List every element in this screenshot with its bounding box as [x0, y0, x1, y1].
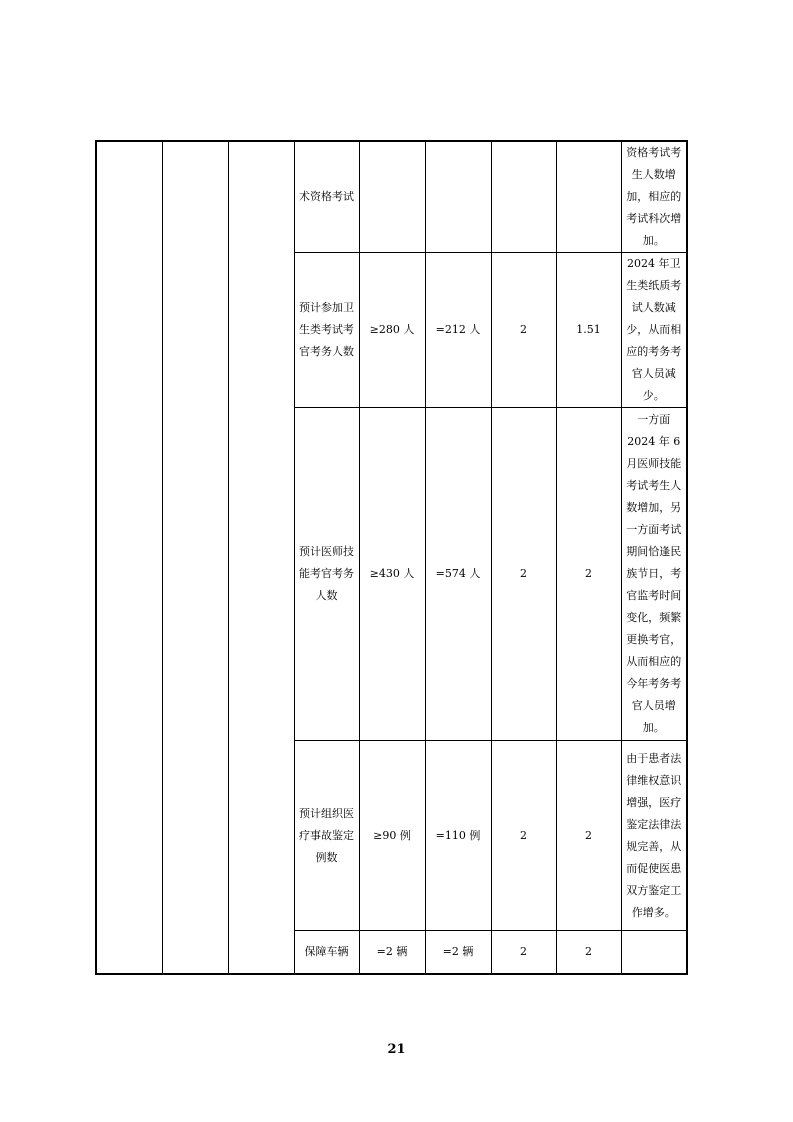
table-row — [96, 141, 687, 253]
weight-cell: 2 — [491, 741, 556, 931]
score-cell: 2 — [556, 741, 621, 931]
actual-cell: =110 例 — [425, 741, 491, 931]
score-cell — [556, 141, 621, 253]
merged-level3-cell — [228, 141, 294, 974]
target-cell — [359, 141, 425, 253]
actual-cell: =212 人 — [425, 253, 491, 408]
actual-cell: =574 人 — [425, 408, 491, 741]
score-cell: 2 — [556, 931, 621, 974]
reason-cell: 一方面 2024 年 6 月医师技能考试考生人数增加，另一方面考试期间恰逢民族节日，考官监考时间变化，频繁更换考官，从而相应的今年考务考官人员增加。 — [621, 408, 687, 741]
merged-level1-cell — [96, 141, 162, 974]
target-cell: ≥430 人 — [359, 408, 425, 741]
indicator-cell: 保障车辆 — [294, 931, 359, 974]
target-cell: =2 辆 — [359, 931, 425, 974]
score-cell: 2 — [556, 408, 621, 741]
indicator-cell: 预计参加卫生类考试考官考务人数 — [294, 253, 359, 408]
weight-cell — [491, 141, 556, 253]
indicator-cell: 术资格考试 — [294, 141, 359, 253]
merged-level2-cell — [162, 141, 228, 974]
weight-cell: 2 — [491, 408, 556, 741]
page-number: 21 — [387, 1042, 406, 1057]
performance-table — [95, 140, 688, 975]
weight-cell: 2 — [491, 253, 556, 408]
reason-cell: 由于患者法律维权意识增强，医疗鉴定法律法规完善，从而促使医患双方鉴定工作增多。 — [621, 741, 687, 931]
indicator-cell: 预计组织医疗事故鉴定例数 — [294, 741, 359, 931]
target-cell: ≥280 人 — [359, 253, 425, 408]
reason-cell: 资格考试考生人数增加，相应的考试科次增加。 — [621, 141, 687, 253]
reason-cell — [621, 931, 687, 974]
target-cell: ≥90 例 — [359, 741, 425, 931]
weight-cell: 2 — [491, 931, 556, 974]
actual-cell — [425, 141, 491, 253]
indicator-cell: 预计医师技能考官考务人数 — [294, 408, 359, 741]
reason-cell: 2024 年卫生类纸质考试人数减少，从而相应的考务考官人员减少。 — [621, 253, 687, 408]
actual-cell: =2 辆 — [425, 931, 491, 974]
score-cell: 1.51 — [556, 253, 621, 408]
